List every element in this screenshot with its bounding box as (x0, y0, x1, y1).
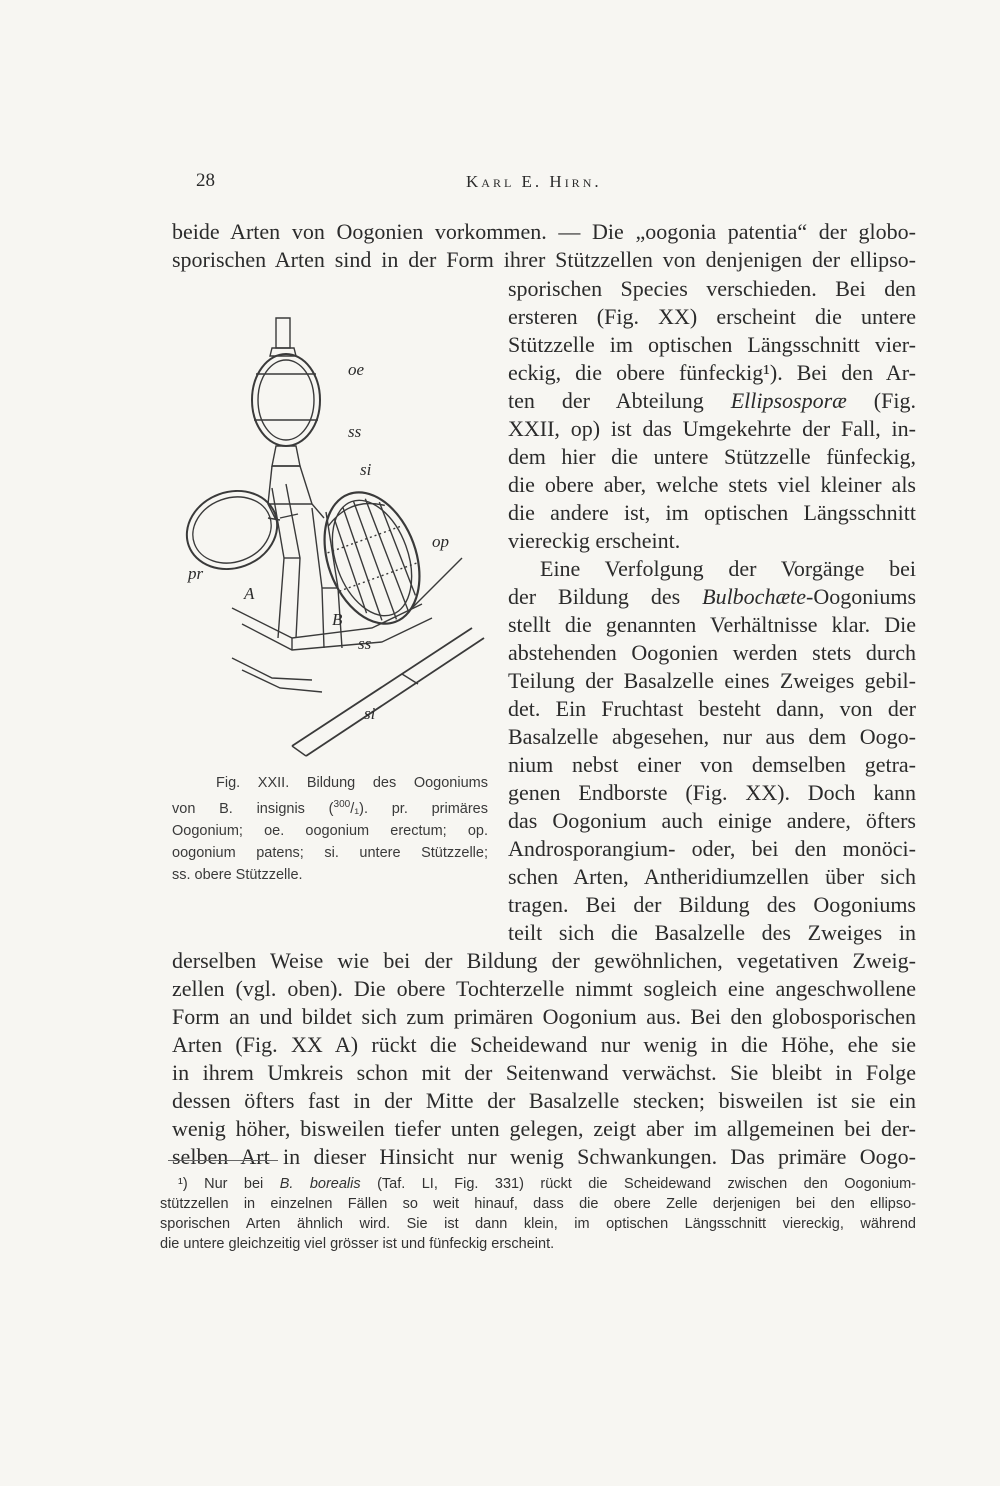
label-ss-upper: ss (348, 422, 362, 441)
text-line: dessen öfters fast in der Mitte der Basalzelle stecken; bisweilen ist sie ein (172, 1088, 916, 1113)
text-line: sporischen Species verschieden. Bei den (508, 276, 916, 301)
label-ss-lower: ss (358, 634, 372, 653)
text-line: teilt sich die Basalzelle des Zweiges in (508, 920, 916, 945)
caption-line: Fig. XXII. Bildung des Oogoniums (216, 775, 488, 791)
text-segment: (Fig. (846, 388, 916, 413)
magnification-sup: 300 (333, 799, 351, 810)
text-line: das Oogonium auch einige andere, öfters (508, 808, 916, 833)
footnote-line: sporischen Arten ähnlich wird. Sie ist dann klein, im optischen Längsschnitt viereckig, während (160, 1216, 916, 1232)
text-line: selben Art in dieser Hinsicht nur wenig Schwankungen. Das primäre Oogo- (172, 1144, 916, 1169)
label-pr: pr (188, 564, 204, 583)
text-line: Basalzelle abgesehen, nur aus dem Oogo- (508, 724, 916, 749)
text-line (508, 387, 916, 415)
footnote-segment: (Taf. LI, Fig. 331) rückt die Scheidewand zwischen den Oogonium- (360, 1176, 916, 1192)
text-line: Stützzelle im optischen Längsschnitt vier- (508, 332, 916, 357)
footnote-rule (168, 1160, 278, 1161)
caption-line: oogonium patens; si. untere Stützzelle; (172, 844, 488, 861)
figure-xxii (172, 308, 492, 758)
italic-term: Ellipsosporæ (730, 388, 847, 413)
label-si-lower: si (364, 704, 376, 723)
text-line: tragen. Bei der Bildung des Oogoniums (508, 892, 916, 917)
text-line: sporischen Arten sind in der Form ihrer Stützzellen von denjenigen der ellipso- (172, 247, 916, 272)
text-line: die obere aber, welche stets viel kleiner als (508, 472, 916, 497)
caption-line: Oogonium; oe. oogonium erectum; op. (172, 822, 488, 839)
figure-caption (172, 772, 488, 886)
running-head: Karl E. Hirn. (466, 172, 602, 191)
page-header (196, 170, 916, 198)
text-line: eckig, die obere fünfeckig¹). Bei den Ar- (508, 360, 916, 385)
text-line: genen Endborste (Fig. XX). Doch kann (508, 780, 916, 805)
footnote-line: die untere gleichzeitig viel grösser ist und fünfeckig erscheint. (160, 1236, 555, 1252)
text-line: stellt die genannten Verhältnisse klar. Die (508, 612, 916, 637)
text-line: Teilung der Basalzelle eines Zweiges gebil- (508, 668, 916, 693)
caption-line: ss. obere Stützzelle. (172, 866, 303, 883)
caption-line (172, 794, 488, 820)
text-line: Arten (Fig. XX A) rückt die Scheidewand nur wenig in die Höhe, ehe sie (172, 1032, 916, 1057)
text-line: derselben Weise wie bei der Bildung der gewöhnlichen, vegetativen Zweig- (172, 948, 916, 973)
text-line: dem hier die untere Stützzelle fünfeckig, (508, 444, 916, 469)
text-line: Androsporangium- oder, bei den monöci- (508, 836, 916, 861)
italic-species: B. borealis (279, 1176, 361, 1192)
text-line: Eine Verfolgung der Vorgänge bei (540, 556, 916, 581)
label-si-upper: si (360, 460, 372, 479)
text-segment: -Oogoniums (806, 584, 916, 609)
text-line: nium nebst einer von demselben getra- (508, 752, 916, 777)
text-segment: der Bildung des (508, 584, 703, 609)
label-b: B (332, 610, 343, 629)
text-line: viereckig erscheint. (508, 528, 681, 553)
text-segment: ten der Abteilung (508, 388, 731, 413)
label-a: A (244, 584, 255, 603)
caption-segment: /₁). pr. primäres (350, 800, 488, 817)
text-line: schen Arten, Antheridiumzellen über sich (508, 864, 916, 889)
text-line: det. Ein Fruchtast besteht dann, von der (508, 696, 916, 721)
footnote-line: stützzellen in einzelnen Fällen so weit hinauf, dass die obere Zelle derjenigen bei den ellipso- (160, 1196, 916, 1212)
label-op: op (432, 532, 449, 551)
text-line: ersteren (Fig. XX) erscheint die untere (508, 304, 916, 329)
text-line: XXII, op) ist das Umgekehrte der Fall, in- (508, 416, 916, 441)
text-line (508, 583, 916, 611)
text-line: abstehenden Oogonien werden stets durch (508, 640, 916, 665)
text-line: Form an und bildet sich zum primären Oogonium aus. Bei den globosporischen (172, 1004, 916, 1029)
footnote-line (160, 1174, 916, 1194)
text-line: wenig höher, bisweilen tiefer unten gelegen, zeigt aber im allgemeinen bei der- (172, 1116, 916, 1141)
page-number: 28 (196, 170, 215, 191)
italic-term: Bulbochæte (702, 584, 806, 609)
footnote-segment: ¹) Nur bei (178, 1176, 280, 1192)
label-oe: oe (348, 360, 365, 379)
text-line: die andere ist, im optischen Längsschnitt (508, 500, 916, 525)
text-line: beide Arten von Oogonien vorkommen. — Die „oogonia patentia“ der globo- (172, 219, 916, 244)
text-line: in ihrem Umkreis schon mit der Seitenwand verwächst. Sie bleibt in Folge (172, 1060, 916, 1085)
text-line: zellen (vgl. oben). Die obere Tochterzelle nimmt sogleich eine angeschwollene (172, 976, 916, 1001)
caption-segment: von B. insignis ( (172, 800, 334, 817)
